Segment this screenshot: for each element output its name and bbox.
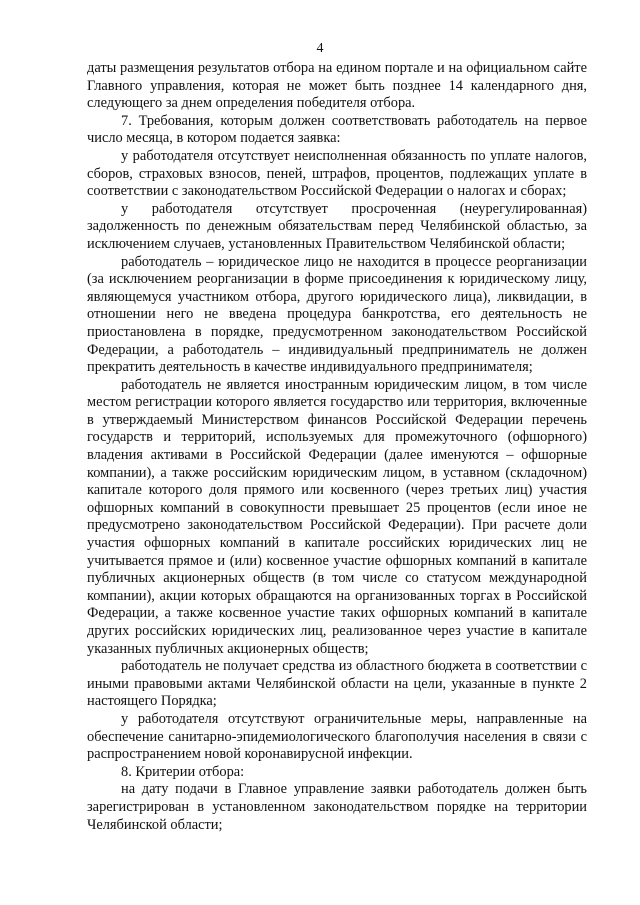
paragraph-1: даты размещения результатов отбора на едином портале и на официальном сайте Главного управления, которая не может быть позднее 14 календарного дня, следующего за днем определения победителя отбора. (87, 60, 587, 112)
paragraph-7: работодатель не получает средства из областного бюджета в соответствии с иными правовыми актами Челябинской области на цели, указанные в пункте 2 настоящего Порядка; (87, 658, 587, 710)
paragraph-9: 8. Критерии отбора: (121, 763, 245, 780)
paragraph-3: у работодателя отсутствует неисполненная обязанность по уплате налогов, сборов, страховых взносов, пеней, штрафов, процентов, подлежащих уплате в соответствии с законодательством Российской Федерации о налогах и сборах; (87, 147, 587, 200)
document-body (87, 60, 587, 834)
paragraph-8: у работодателя отсутствуют ограничительные меры, направленные на обеспечение санитарно-эпидемиологического благополучия населения в связи с распространением новой коронавирусной инфекции. (87, 710, 587, 763)
paragraph-5: работодатель – юридическое лицо не находится в процессе реорганизации (за исключением реорганизации в форме присоединения к юридическому лицу, являющемуся участником отбора, другого юридического лица), ликвидации, в отношении него не введена процедура банкротства, его деятельность не приостановлена в порядке, предусмотренном законодательством Российской Федерации, а работодатель – индивидуальный предприниматель не должен прекратить деятельность в качестве индивидуального предпринимателя; (87, 253, 587, 376)
paragraph-6: работодатель не является иностранным юридическим лицом, в том числе местом регистрации которого является государство или территория, включенные в утверждаемый Министерством финансов Российской Федерации перечень государств и территорий, используемых для промежуточного (офшорного) владения активами в Российской Федерации (далее именуются – офшорные компании), а также российским юридическим лицом, в уставном (складочном) капитале которого доля прямого или косвенного (через третьих лиц) участия офшорных компаний в совокупности превышает 25 процентов (если иное не предусмотрено законодательством Российской Федерации). При расчете доли участия офшорных компаний в капитале российских юридических лиц не учитывается прямое и (или) косвенное участие офшорных компаний в капитале публичных акционерных обществ (в том числе со статусом международной компании), акции которых обращаются на организованных торгах в Российской Федерации, а также косвенное участие таких офшорных компаний в капитале других российских юридических лиц, реализованное через участие в капитале указанных публичных акционерных обществ; (87, 376, 587, 657)
page-number: 4 (316, 41, 324, 56)
paragraph-10: на дату подачи в Главное управление заявки работодатель должен быть зарегистрирован в установленном законодательством порядке на территории Челябинской области; (87, 781, 587, 833)
paragraph-2: 7. Требования, которым должен соответствовать работодатель на первое число месяца, в котором подается заявка: (87, 112, 587, 147)
paragraph-4: у работодателя отсутствует просроченная (неурегулированная) задолженность по денежным обязательствам перед Челябинской областью, за исключением случаев, установленных Правительством Челябинской области; (87, 200, 587, 252)
